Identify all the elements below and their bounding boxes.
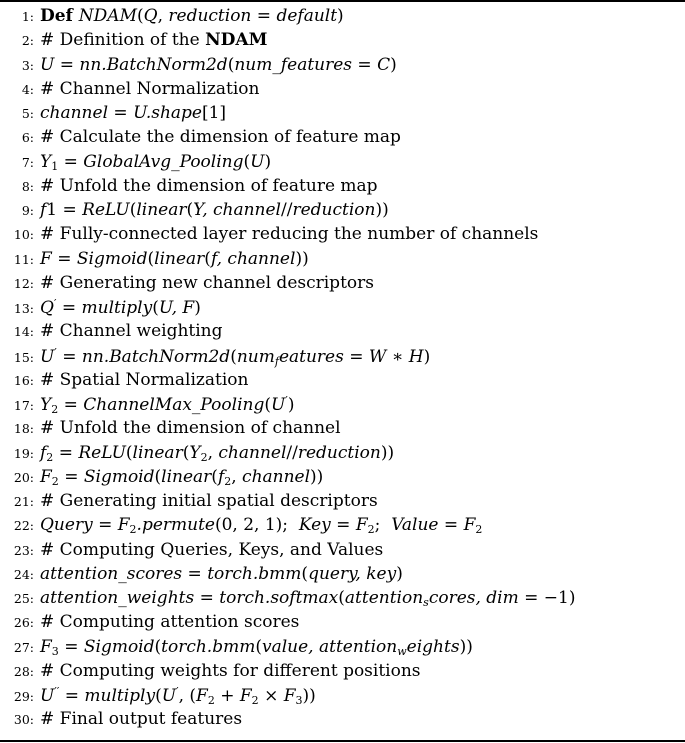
line-token: channel: [40, 103, 108, 123]
line-token: ×: [258, 686, 284, 706]
line-token: ): [337, 6, 344, 26]
line-token: =: [59, 686, 85, 706]
line-token: nn.BatchNorm2d: [79, 54, 228, 75]
algorithm-line: [0, 224, 538, 248]
line-token: U, F: [158, 298, 195, 318]
line-number: 15:: [13, 349, 34, 365]
line-number: 1:: [21, 9, 34, 24]
line-content: [40, 273, 374, 293]
line-token: num_features: [234, 54, 353, 75]
line-token: f: [40, 200, 47, 220]
line-token: ,: [231, 466, 243, 487]
line-token: f: [217, 466, 225, 487]
algorithm-line: [0, 467, 323, 491]
line-token: F: [355, 515, 368, 536]
line-token: # Channel weighting: [40, 321, 223, 342]
line-token: =: [58, 466, 84, 487]
line-token: linear: [132, 442, 183, 463]
line-token: )): [302, 686, 316, 706]
line-token: ∗: [386, 346, 409, 367]
line-number: 5:: [21, 106, 34, 121]
line-number: 17:: [13, 398, 34, 413]
line-token: ,: [157, 6, 169, 26]
line-number: 8:: [21, 178, 34, 194]
line-token: # Definition of the: [40, 30, 206, 51]
line-token: C: [377, 54, 391, 75]
line-number: 29:: [13, 689, 34, 704]
line-content: [40, 200, 389, 220]
line-token: linear: [154, 248, 205, 269]
line-token: torch.bmm: [161, 636, 256, 657]
line-token: (: [301, 563, 309, 584]
line-token: attention_scores: [40, 563, 183, 584]
algorithm-line: [0, 637, 473, 661]
algorithm-line: [0, 30, 267, 54]
line-token: # Unfold the dimension of feature map: [40, 175, 378, 196]
algorithm-line: [0, 491, 378, 515]
line-token: ,: [207, 442, 219, 463]
line-token: Key: [298, 515, 331, 536]
line-token: +: [214, 686, 240, 706]
algorithm-line: [0, 127, 401, 151]
algorithm-line: [0, 103, 226, 127]
line-token: .permute: [136, 515, 215, 536]
line-token: ): [423, 346, 431, 367]
line-content: [40, 515, 482, 536]
algorithm-line: [0, 564, 403, 588]
algorithm-line: [0, 588, 576, 612]
line-token: f: [274, 354, 279, 368]
line-token: (: [154, 466, 162, 487]
line-token: =: [251, 6, 277, 26]
line-number: 26:: [13, 615, 34, 631]
line-token: Q: [40, 298, 54, 318]
line-content: [40, 685, 316, 707]
line-token: =: [51, 248, 77, 269]
line-token: nn.BatchNorm2d: [81, 346, 231, 367]
line-token: torch.bmm: [207, 563, 302, 584]
line-token: 2: [367, 523, 375, 537]
line-number: 2:: [21, 33, 34, 49]
line-token: (: [255, 636, 262, 657]
line-number: 13:: [13, 301, 34, 316]
line-token: =: [352, 54, 378, 75]
line-token: =: [182, 563, 208, 584]
line-token: torch.softmax: [219, 588, 339, 608]
line-number: 23:: [13, 542, 34, 558]
algorithm-line: [0, 297, 201, 321]
line-token: U: [40, 54, 55, 75]
line-token: =: [438, 515, 464, 536]
line-token: (: [264, 395, 271, 415]
line-token: (: [338, 588, 345, 608]
line-token: 3: [295, 694, 303, 707]
line-token: reduction: [297, 442, 381, 463]
line-number: 11:: [13, 251, 34, 267]
line-token: =: [343, 346, 369, 367]
line-token: GlobalAvg_Pooling: [83, 151, 244, 172]
line-content: [40, 152, 271, 173]
line-token: (: [211, 466, 218, 487]
line-token: ): [287, 395, 295, 415]
line-token: (: [154, 636, 162, 657]
line-token: 2: [51, 474, 59, 488]
line-token: )): [459, 636, 473, 657]
bottom-rule: [0, 740, 685, 742]
line-token: eights: [406, 636, 460, 657]
line-token: F: [463, 515, 476, 536]
line-token: = −1): [518, 588, 576, 608]
line-number: 22:: [13, 518, 34, 534]
line-token: U: [161, 686, 177, 706]
line-token: Y: [189, 442, 201, 463]
line-content: [40, 79, 259, 99]
line-token: =: [58, 395, 84, 415]
algorithm-line: [0, 346, 430, 370]
line-content: [40, 55, 397, 75]
line-number: 3:: [21, 57, 34, 73]
line-number: 19:: [13, 445, 34, 461]
line-content: [40, 321, 223, 341]
line-token: ′: [54, 345, 57, 359]
line-token: (: [155, 686, 162, 706]
line-token: 2: [251, 694, 259, 707]
line-number: 27:: [13, 639, 34, 655]
line-content: [40, 467, 323, 488]
line-token: =: [58, 151, 84, 172]
line-token: Y: [40, 395, 52, 415]
line-token: w: [397, 644, 407, 658]
line-token: 2: [51, 403, 59, 416]
algorithm-line: [0, 661, 421, 685]
line-token: F: [40, 248, 52, 269]
line-token: ′: [53, 297, 57, 310]
line-token: 2: [200, 450, 208, 464]
line-token: , (: [178, 686, 197, 706]
line-token: 2: [207, 694, 215, 707]
line-token: (: [137, 6, 144, 26]
line-token: 2: [224, 474, 232, 488]
line-token: (0, 2, 1);: [214, 515, 299, 536]
algorithm-line: [0, 443, 394, 467]
line-number: 20:: [13, 469, 34, 485]
algorithm-line: [0, 249, 309, 273]
line-token: (: [182, 442, 190, 463]
line-token: )): [310, 466, 324, 487]
algorithm-line: [0, 709, 242, 733]
line-content: [40, 709, 242, 729]
line-token: # Generating new channel descriptors: [40, 272, 374, 293]
line-content: [40, 6, 344, 26]
line-token: [1]: [201, 103, 227, 123]
line-token: ): [194, 298, 201, 318]
line-token: # Final output features: [40, 709, 243, 730]
line-token: (: [230, 346, 237, 367]
line-token: (: [227, 54, 235, 75]
algorithm-line: [0, 79, 259, 103]
line-token: channel: [218, 442, 287, 463]
line-token: channel: [242, 466, 311, 487]
line-token: # Generating initial spatial descriptors: [40, 491, 378, 511]
line-token: //: [286, 442, 298, 463]
line-token: F: [40, 466, 52, 487]
line-token: ′′: [54, 685, 60, 698]
line-number: 18:: [13, 421, 34, 437]
line-content: [40, 491, 378, 511]
line-number: 24:: [13, 566, 34, 582]
line-token: U: [270, 395, 286, 415]
line-token: ;: [374, 515, 392, 536]
line-token: cores, dim: [428, 588, 519, 608]
algorithm-line: [0, 418, 341, 442]
line-content: [40, 394, 294, 416]
line-token: # Spatial Normalization: [40, 369, 249, 390]
line-token: # Channel Normalization: [40, 78, 260, 99]
algorithm-line: [0, 394, 294, 418]
line-content: [40, 103, 226, 123]
line-token: # Computing attention scores: [40, 612, 300, 633]
algorithm-line: [0, 152, 271, 176]
line-content: [40, 564, 403, 584]
line-token: Query: [40, 515, 93, 536]
line-token: F: [40, 636, 52, 657]
line-token: =: [56, 346, 82, 367]
line-token: //: [281, 200, 293, 220]
line-token: Q: [143, 6, 158, 26]
line-token: Sigmoid: [83, 466, 155, 487]
line-token: Def: [40, 6, 79, 26]
algorithm-line: [0, 515, 482, 539]
line-token: NDAM: [78, 6, 137, 26]
line-token: ReLU: [82, 200, 130, 220]
line-token: F: [239, 686, 252, 706]
line-token: )): [380, 442, 395, 463]
line-content: [40, 346, 430, 368]
line-token: )): [375, 200, 389, 220]
line-token: num: [236, 346, 275, 367]
line-token: # Computing weights for different positions: [40, 660, 421, 681]
algorithm-line: [0, 612, 299, 636]
top-rule: [0, 0, 685, 2]
line-number: 30:: [13, 712, 34, 728]
algorithm-line: [0, 685, 316, 709]
algorithm-line: [0, 273, 374, 297]
line-token: ′: [176, 685, 179, 698]
line-content: [40, 297, 201, 318]
line-content: [40, 637, 473, 658]
line-token: =: [330, 515, 356, 536]
line-content: [40, 588, 576, 609]
algorithm-line: [0, 200, 389, 224]
line-token: f: [40, 442, 47, 463]
line-token: attention_weights: [40, 588, 195, 608]
line-token: 2: [129, 523, 137, 537]
line-token: Sigmoid: [83, 636, 155, 657]
line-token: =: [56, 298, 82, 318]
line-number: 7:: [21, 154, 34, 170]
line-content: [40, 443, 394, 464]
line-token: =: [92, 515, 118, 536]
line-content: [40, 540, 383, 560]
line-token: eatures: [278, 346, 344, 367]
algorithm-line: [0, 55, 397, 79]
line-token: (: [125, 442, 133, 463]
line-token: ): [396, 563, 403, 584]
line-content: [40, 30, 267, 50]
line-token: =: [194, 588, 220, 608]
line-number: 4:: [21, 81, 34, 97]
line-token: 1: [51, 159, 59, 173]
line-token: reduction: [168, 6, 252, 26]
line-token: # Unfold the dimension of channel: [40, 418, 341, 439]
line-token: (: [129, 200, 137, 220]
line-number: 28:: [13, 663, 34, 679]
line-token: Value: [391, 515, 439, 536]
line-content: [40, 661, 421, 681]
line-number: 10:: [13, 227, 34, 243]
line-token: default: [276, 6, 338, 26]
line-token: =: [53, 442, 79, 463]
line-content: [40, 127, 401, 147]
line-token: ′: [285, 394, 288, 407]
line-token: F: [196, 686, 208, 706]
line-token: 3: [51, 644, 59, 658]
line-number: 14:: [13, 324, 34, 340]
line-token: NDAM: [205, 30, 268, 51]
line-token: U: [40, 346, 55, 367]
algorithm-line: [0, 176, 378, 200]
line-content: [40, 224, 538, 244]
line-token: value, attention: [261, 636, 398, 657]
line-token: 2: [46, 450, 54, 464]
line-token: (: [204, 248, 211, 269]
line-token: (: [152, 298, 159, 318]
line-token: ): [264, 151, 272, 172]
line-token: ): [390, 54, 397, 75]
line-token: F: [283, 686, 296, 706]
line-content: [40, 249, 309, 269]
line-token: s: [423, 596, 429, 609]
algorithm-line: [0, 540, 383, 564]
line-token: F: [117, 515, 130, 536]
line-token: (: [147, 248, 155, 269]
line-token: =: [58, 636, 84, 657]
line-token: =: [108, 103, 134, 123]
line-number: 12:: [13, 275, 34, 291]
line-token: =: [54, 54, 80, 75]
line-content: [40, 612, 299, 632]
line-number: 25:: [13, 591, 34, 606]
line-token: 2: [475, 523, 483, 537]
line-token: Sigmoid: [76, 248, 148, 269]
line-token: query, key: [308, 563, 397, 584]
line-token: 1 =: [46, 200, 83, 220]
line-token: # Computing Queries, Keys, and Values: [40, 539, 384, 560]
line-token: ReLU: [78, 442, 126, 463]
line-token: (: [243, 151, 251, 172]
line-token: Y: [40, 151, 52, 172]
line-token: W: [368, 346, 387, 367]
line-token: Y, channel: [193, 200, 281, 220]
algorithm-line: [0, 6, 344, 30]
algorithm-line: [0, 321, 223, 345]
line-token: )): [295, 248, 309, 269]
line-token: multiply: [84, 686, 156, 706]
line-token: (: [186, 200, 194, 220]
line-number: 16:: [13, 372, 34, 388]
line-content: [40, 418, 341, 438]
line-content: [40, 370, 248, 390]
line-token: attention: [344, 588, 424, 608]
line-token: multiply: [81, 298, 153, 318]
line-number: 9:: [21, 203, 34, 218]
line-number: 21:: [13, 494, 34, 509]
line-token: U: [250, 151, 265, 172]
line-token: # Calculate the dimension of feature map: [40, 127, 401, 148]
line-token: f, channel: [210, 248, 296, 269]
line-token: ChannelMax_Pooling: [83, 395, 265, 415]
line-content: [40, 176, 378, 196]
line-token: H: [408, 346, 424, 367]
line-number: 6:: [21, 130, 34, 146]
line-token: linear: [136, 200, 187, 220]
line-token: U.shape: [133, 103, 202, 123]
line-token: U: [40, 686, 55, 706]
line-token: reduction: [292, 200, 376, 220]
line-token: # Fully-connected layer reducing the number of channels: [40, 224, 539, 245]
line-token: linear: [161, 466, 212, 487]
algorithm-line: [0, 370, 248, 394]
